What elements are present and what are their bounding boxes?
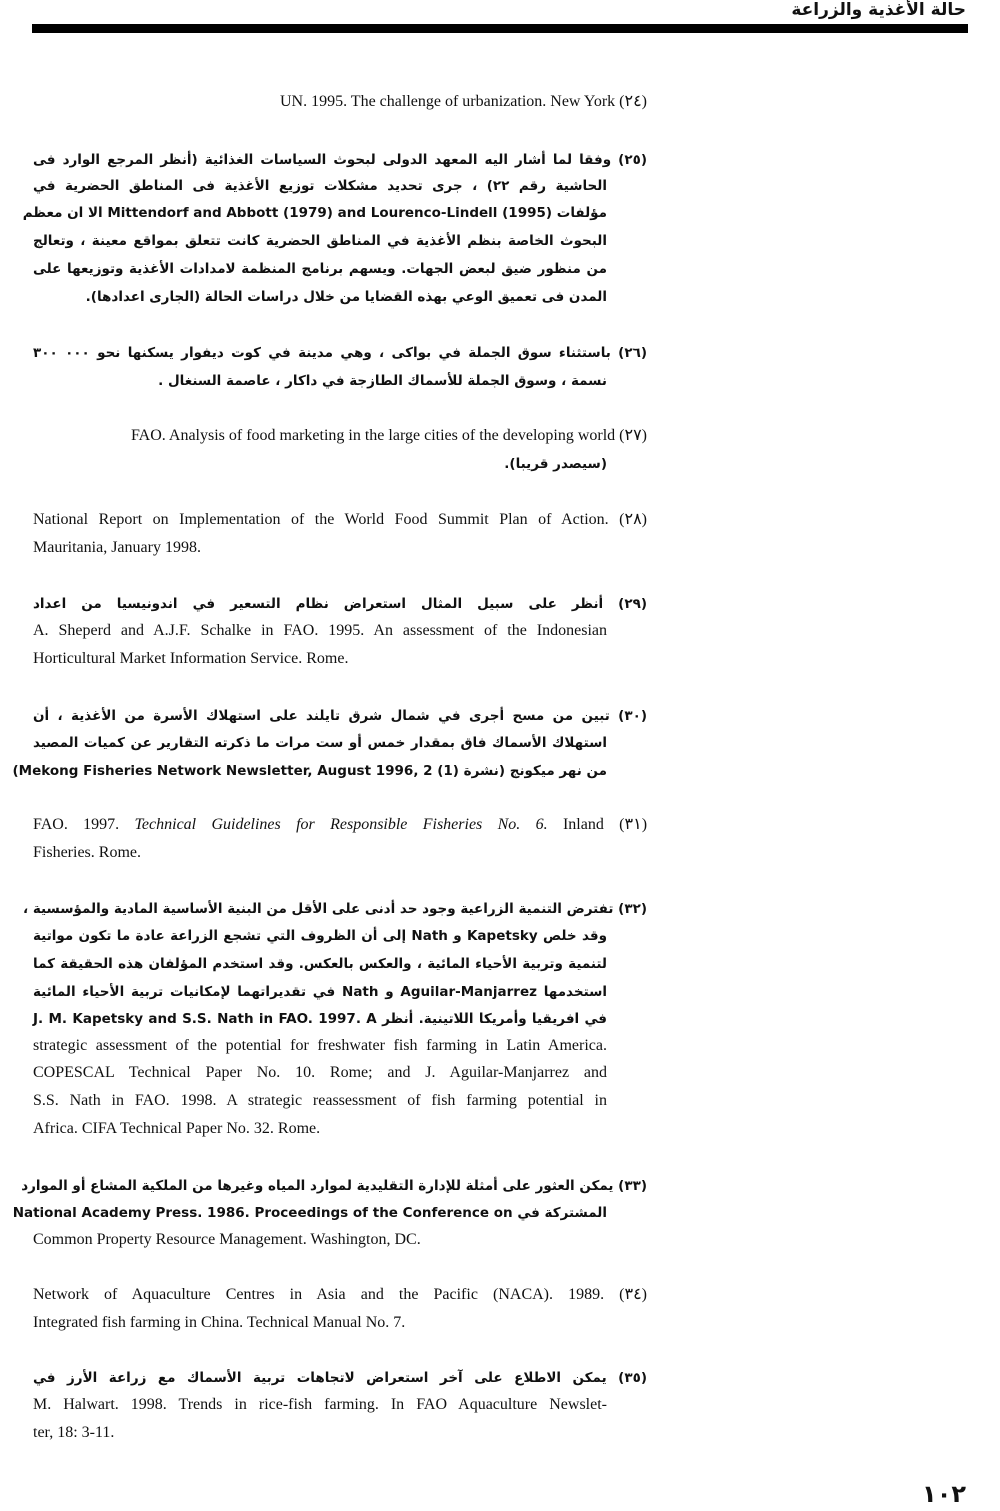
italic-title: Technical Guidelines for Responsible Fisheries No. 6. — [134, 816, 548, 833]
text-segment: Inland (٣١) — [547, 816, 648, 833]
note-٣٣-line: المشتركة في National Academy Press. 1986. Proceedings of the Conference on — [12, 1205, 607, 1221]
note-٢٧-line: (سيصدر قريبا). — [504, 456, 607, 472]
note-٣٥-line: ter, 18: 3-11. — [33, 1424, 115, 1441]
note-٢٤-line: UN. 1995. The challenge of urbanization. New York (٢٤) — [279, 93, 647, 110]
note-٣٢-line: في افريقيا وأمريكا اللاتينية. أنظر J. M. Kapetsky and S.S. Nath in FAO. 1997. A — [33, 1011, 607, 1027]
note-٣٢-line: استخدمها Aguilar-Manjarrez و Nath في تقديراتهما لإمكانيات تربية الأحياء المائية — [33, 984, 607, 1000]
note-٣١-line: Fisheries. Rome. — [33, 844, 141, 861]
page-number: ١٠٢ — [922, 1480, 966, 1508]
note-٢٥-line: مؤلفات Mittendorf and Abbott (1979) and Lourenco-Lindell (1995) الا ان معظم — [22, 205, 607, 221]
note-٢٥-line: البحوث الخاصة بنظم الأغذية في المناطق الحضرية كانت تتعلق بمواقع معينة ، وتعالج — [33, 233, 607, 249]
note-٣٢-line: Africa. CIFA Technical Paper No. 32. Rome. — [33, 1120, 321, 1137]
note-٢٥-line: الحاشية رقم ٢٢) ، جرى تحديد مشكلات توزيع الأغذية فى المناطق الحضرية في — [33, 178, 607, 194]
note-٣٥-line: M. Halwart. 1998. Trends in rice-fish farming. In FAO Aquaculture Newslet- — [33, 1396, 607, 1413]
note-٢٩-line: A. Sheperd and A.J.F. Schalke in FAO. 1995. An assessment of the Indonesian — [33, 622, 607, 639]
note-٣٠-line: (٣٠) تبين من مسح أجرى في شمال شرق تايلند على استهلاك الأسرة من الأغذية ، أن — [33, 708, 647, 724]
note-٣٠-line: استهلاك الأسماك فاق بمقدار خمس أو ست مرات ما ذكرته التقارير عن كميات المصيد — [33, 735, 607, 751]
text-segment: FAO. 1997. — [33, 816, 135, 833]
note-٣٢-line: strategic assessment of the potential for freshwater fish farming in Latin America. — [33, 1037, 607, 1054]
note-٢٥-line: (٢٥) وفقا لما أشار اليه المعهد الدولى لبحوث السياسات الغذائية (أنظر المرجع الوارد فى — [33, 152, 647, 168]
note-٣٥-line: (٣٥) يمكن الاطلاع على آخر استعراض لاتجاهات تربية الأسماك مع زراعة الأرز في — [33, 1370, 647, 1386]
note-٣٢-line: S.S. Nath in FAO. 1998. A strategic reassessment of fish farming potential in — [33, 1092, 607, 1109]
note-٣٣-line: (٣٣) يمكن العثور على أمثلة للإدارة التقليدية لموارد المياه وغيرها من الملكية المشاع أو الموارد — [21, 1178, 647, 1194]
note-٢٦-line: (٢٦) باستثناء سوق الجملة في بواكى ، وهي مدينة في كوت ديفوار يسكنها نحو ٠٠٠ ٣٠٠ — [33, 345, 647, 361]
note-٣٠-line: من نهر ميكونج (نشرة Mekong Fisheries Network Newsletter, August 1996, 2 (1)) — [12, 763, 607, 779]
note-٢٥-line: المدن فى تعميق الوعي بهذه القضايا من خلال دراسات الحالة (الجارى اعدادها). — [85, 289, 607, 305]
note-٢٨-line: National Report on Implementation of the World Food Summit Plan of Action. (٢٨) — [33, 511, 647, 528]
note-٢٩-line: (٢٩) أنظر على سبيل المثال استعراض نظام التسعير في اندونيسيا من اعداد — [33, 596, 647, 612]
note-٢٦-line: نسمة ، وسوق الجملة للأسماك الطازجة في داكار ، عاصمة السنغال . — [158, 373, 607, 389]
note-٢٥-line: من منظور ضيق لبعض الجهات. ويسهم برنامج المنظمة لامدادات الأغذية وتوزيعها على — [33, 261, 607, 277]
note-٣٤-line: Integrated fish farming in China. Technical Manual No. 7. — [33, 1314, 406, 1331]
note-٣٢-line: COPESCAL Technical Paper No. 10. Rome; and J. Aguilar-Manjarrez and — [33, 1064, 607, 1081]
running-title: حالة الأغذية والزراعة — [791, 0, 966, 20]
note-٣٢-line: (٣٢) تفترض التنمية الزراعية وجود حد أدنى على الأقل من البنية الأساسية المادية والمؤسسية ، — [22, 901, 647, 917]
note-٣٣-line: Common Property Resource Management. Washington, DC. — [33, 1231, 421, 1248]
note-٣٤-line: Network of Aquaculture Centres in Asia and the Pacific (NACA). 1989. (٣٤) — [33, 1286, 647, 1303]
note-٢٧-line: FAO. Analysis of food marketing in the large cities of the developing world (٢٧) — [130, 427, 647, 444]
header-rule — [32, 24, 968, 33]
note-٣١-line — [33, 814, 647, 836]
note-٣٢-line: لتنمية وتربية الأحياء المائية ، والعكس بالعكس. وقد استخدم المؤلفان هذه الحقيقة كما — [33, 956, 607, 972]
note-٣٢-line: وقد خلص Kapetsky و Nath إلى أن الظروف التي تشجع الزراعة عادة ما تكون مواتية — [33, 928, 607, 944]
note-٢٨-line: Mauritania, January 1998. — [33, 539, 201, 556]
note-٢٩-line: Horticultural Market Information Service. Rome. — [33, 650, 349, 667]
